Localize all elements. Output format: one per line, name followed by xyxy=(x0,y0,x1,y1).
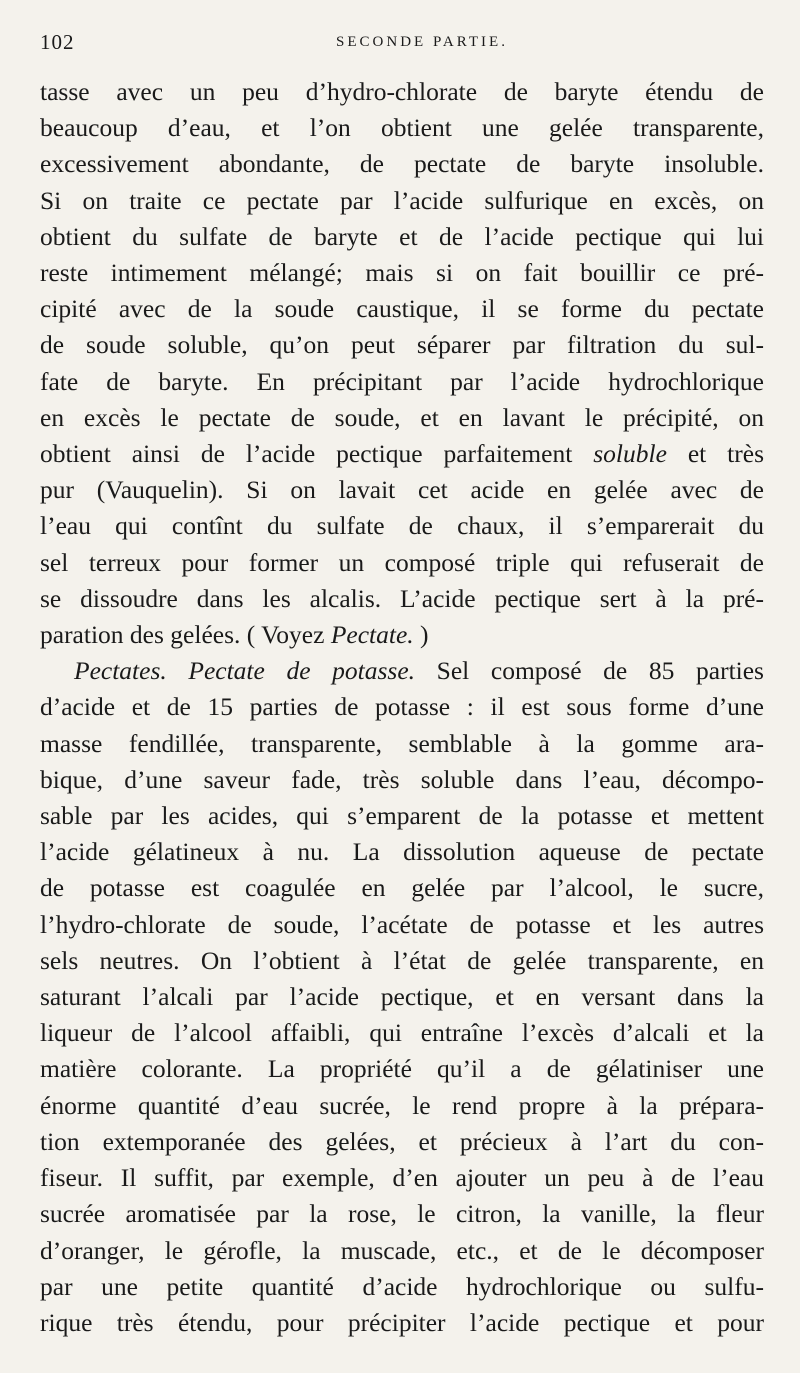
text-line: l’hydro-chlorate de soude, l’acétate de potasse et les autres xyxy=(40,909,764,939)
text-line: obtient du sulfate de baryte et de l’acide pectique qui lui xyxy=(40,221,764,251)
text-line: de soude soluble, qu’on peut séparer par filtration du sul- xyxy=(40,330,764,360)
italic-text: Pectate. xyxy=(330,620,414,650)
text-line: sucrée aromatisée par la rose, le citron, la vanille, la fleur xyxy=(40,1199,764,1229)
text-line: reste intimement mélangé; mais si on fait bouillir ce pré- xyxy=(40,258,764,288)
text-segment: paration des gelées. ( Voyez xyxy=(40,620,331,650)
text-line: bique, d’une saveur fade, très soluble dans l’eau, décompo- xyxy=(40,764,764,794)
text-line: beaucoup d’eau, et l’on obtient une gelée transparente, xyxy=(40,113,764,143)
text-line: fate de baryte. En précipitant par l’acide hydrochlorique xyxy=(40,366,764,396)
text-line: d’acide et de 15 parties de potasse : il est sous forme d’une xyxy=(40,692,764,722)
text-segment: obtient ainsi de l’acide pectique parfaitement xyxy=(40,439,594,469)
text-line: fiseur. Il suffit, par exemple, d’en ajouter un peu à de l’eau xyxy=(40,1163,764,1193)
text-line: excessivement abondante, de pectate de baryte insoluble. xyxy=(40,149,764,179)
body-text xyxy=(40,74,764,1341)
text-line: l’eau qui contînt du sulfate de chaux, il s’emparerait du xyxy=(40,511,764,541)
text-line: rique très étendu, pour précipiter l’acide pectique et pour xyxy=(40,1307,764,1337)
text-line: sels neutres. On l’obtient à l’état de gelée transparente, en xyxy=(40,945,764,975)
text-line: par une petite quantité d’acide hydrochlorique ou sulfu- xyxy=(40,1271,764,1301)
page-number: 102 xyxy=(40,30,75,54)
text-line xyxy=(40,653,764,689)
text-line: de potasse est coagulée en gelée par l’alcool, le sucre, xyxy=(40,873,764,903)
text-line: d’oranger, le gérofle, la muscade, etc., et de le décomposer xyxy=(40,1235,764,1265)
text-line: liqueur de l’alcool affaibli, qui entraîne l’excès d’alcali et la xyxy=(40,1018,764,1048)
text-line xyxy=(40,436,764,472)
text-line: sable par les acides, qui s’emparent de la potasse et mettent xyxy=(40,801,764,831)
text-line: tion extemporanée des gelées, et précieux à l’art du con- xyxy=(40,1126,764,1156)
text-line: sel terreux pour former un composé triple qui refuserait de xyxy=(40,547,764,577)
running-head xyxy=(40,30,764,58)
italic-text: soluble xyxy=(593,439,667,469)
text-segment: et très xyxy=(666,439,764,469)
text-segment: Sel composé de 85 parties xyxy=(415,656,764,686)
italic-text: Pectates. Pectate de potasse. xyxy=(74,656,416,686)
text-line: pur (Vauquelin). Si on lavait cet acide en gelée avec de xyxy=(40,475,764,505)
text-line: cipité avec de la soude caustique, il se forme du pectate xyxy=(40,294,764,324)
text-line: matière colorante. La propriété qu’il a de gélatiniser une xyxy=(40,1054,764,1084)
text-line: se dissoudre dans les alcalis. L’acide pectique sert à la pré- xyxy=(40,583,764,613)
text-line: en excès le pectate de soude, et en lavant le précipité, on xyxy=(40,402,764,432)
text-segment: ) xyxy=(413,620,429,650)
text-line: tasse avec un peu d’hydro-chlorate de baryte étendu de xyxy=(40,77,764,106)
text-line: masse fendillée, transparente, semblable à la gomme ara- xyxy=(40,728,764,758)
text-line: l’acide gélatineux à nu. La dissolution aqueuse de pectate xyxy=(40,837,764,867)
text-line xyxy=(40,617,764,653)
text-line: énorme quantité d’eau sucrée, le rend propre à la prépara- xyxy=(40,1090,764,1120)
text-line: saturant l’alcali par l’acide pectique, et en versant dans la xyxy=(40,982,764,1012)
text-line: Si on traite ce pectate par l’acide sulfurique en excès, on xyxy=(40,185,764,215)
header-title: SECONDE PARTIE. xyxy=(336,34,508,50)
